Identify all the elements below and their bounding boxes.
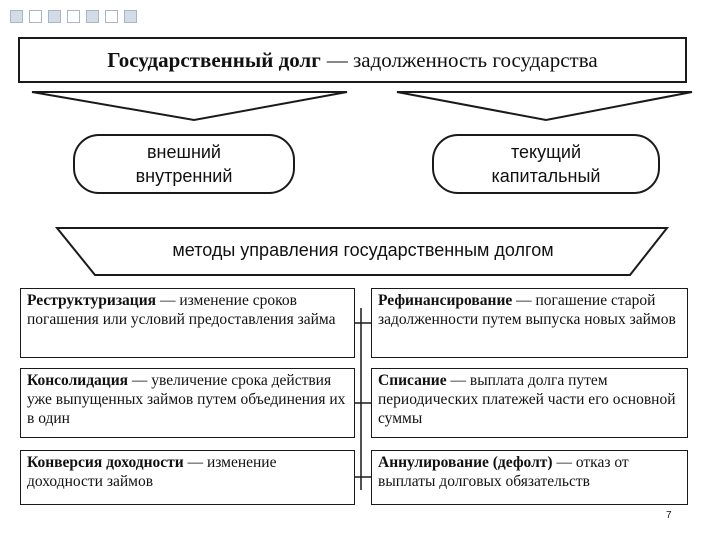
debt-type-external: внешний: [146, 142, 221, 162]
method-definition: — выплата долга путем периодических платежей части его основной суммы: [378, 372, 676, 427]
page-number: 7: [666, 510, 672, 521]
method-term: Консолидация: [27, 372, 129, 389]
definition-term: Государственный долг: [107, 47, 321, 72]
method-definition: — увеличение срока действия уже выпущенных займов путем объединения их в один: [27, 372, 346, 427]
method-box-restructuring: [20, 288, 355, 358]
debt-type-origin-box: [73, 134, 295, 194]
method-box-write-off: [371, 368, 688, 438]
method-term: Рефинансирование: [378, 292, 513, 309]
method-term: Конверсия доходности: [27, 454, 184, 471]
method-term: Реструктуризация: [27, 292, 157, 309]
right-funnel-arrow: [397, 92, 692, 120]
definition-text: — задолженность государства: [326, 47, 598, 72]
method-box-yield-conversion: [20, 450, 355, 505]
method-definition: — изменение доходности займов: [27, 454, 277, 490]
debt-type-capital: капитальный: [491, 166, 601, 186]
method-box-refinancing: [371, 288, 688, 358]
method-box-annulment: [371, 450, 688, 505]
left-funnel-arrow: [32, 92, 347, 120]
method-definition: — отказ от выплаты долговых обязательств: [378, 454, 629, 490]
method-box-consolidation: [20, 368, 355, 438]
method-term: Аннулирование (дефолт): [378, 454, 553, 471]
methods-title: методы управления государственным долгом: [172, 240, 554, 260]
method-term: Списание: [378, 372, 447, 389]
debt-type-term-box: [432, 134, 660, 194]
method-definition: — погашение старой задолженности путем выпуска новых займов: [378, 292, 676, 328]
debt-type-internal: внутренний: [135, 166, 233, 186]
method-definition: — изменение сроков погашения или условий предоставления займа: [27, 292, 336, 328]
debt-type-current: текущий: [510, 142, 582, 162]
